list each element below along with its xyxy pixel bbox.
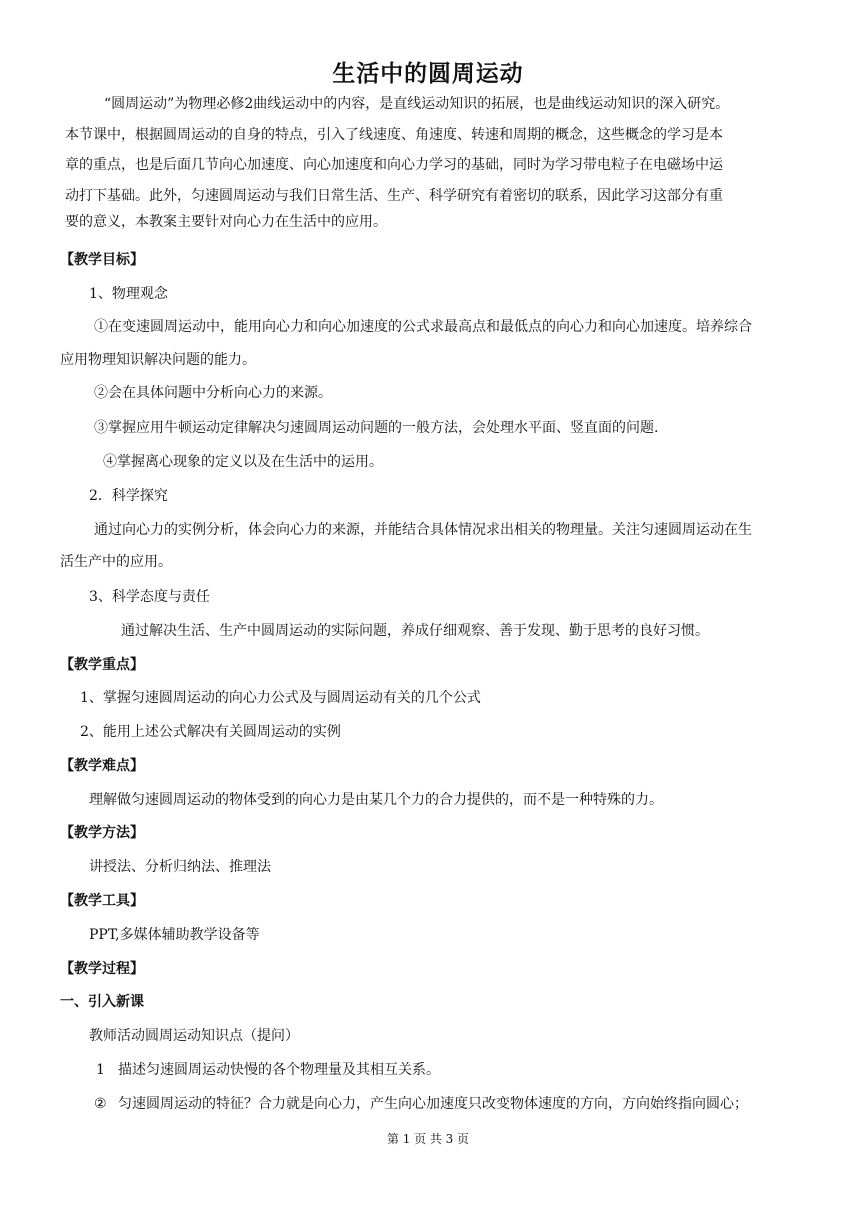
page-title: 生活中的圆周运动: [332, 61, 524, 87]
key-point-2: 2、能用上述公式解决有关圆周运动的实例: [80, 724, 341, 740]
goals-s1-item-2: ②会在具体问题中分析向心力的来源。: [94, 385, 332, 401]
goals-s1-item-4: ④掌握离心现象的定义以及在生活中的运用。: [103, 454, 383, 470]
methods-text: 讲授法、分析归纳法、推理法: [89, 859, 271, 875]
process-question-1: 描述匀速圆周运动快慢的各个物理量及其相互关系。: [118, 1062, 440, 1078]
process-subheading-intro: 一、引入新课: [60, 994, 144, 1010]
goals-s3-title: 3、科学态度与责任: [89, 589, 210, 605]
difficulty-text: 理解做匀速圆周运动的物体受到的向心力是由某几个力的合力提供的，而不是一种特殊的力。: [89, 792, 663, 808]
tools-text: PPT,多媒体辅助教学设备等: [89, 927, 260, 943]
page-footer: 第 1 页 共 3 页: [387, 1132, 469, 1146]
goals-s1-title: 1、物理观念: [89, 286, 168, 302]
process-question-1-number: 1: [96, 1062, 105, 1078]
intro-line-2: 本节课中，根据圆周运动的自身的特点，引入了线速度、角速度、转速和周期的概念，这些概念的学习是本: [65, 127, 723, 143]
goals-s2-title: 2．科学探究: [89, 488, 168, 504]
goals-s2-text-b: 活生产中的应用。: [60, 554, 172, 570]
goals-s2-text-a: 通过向心力的实例分析，体会向心力的来源，并能结合具体情况求出相关的物理量。关注匀速圆周运动在生: [94, 522, 752, 538]
intro-line-4: 动打下基础。此外，匀速圆周运动与我们日常生活、生产、科学研究有着密切的联系，因此学习这部分有重: [65, 188, 723, 204]
key-points-heading: 【教学重点】: [60, 657, 144, 673]
goals-s1-item-3: ③掌握应用牛顿运动定律解决匀速圆周运动问题的一般方法，会处理水平面、竖直面的问题.: [94, 420, 659, 436]
intro-line-5: 要的意义，本教案主要针对向心力在生活中的应用。: [65, 214, 387, 230]
process-activity: 教师活动圆周运动知识点（提问）: [89, 1028, 299, 1044]
difficulty-heading: 【教学难点】: [60, 758, 144, 774]
goals-s1-item-1b: 应用物理知识解决问题的能力。: [60, 352, 256, 368]
methods-heading: 【教学方法】: [60, 825, 144, 841]
goals-s3-text: 通过解决生活、生产中圆周运动的实际问题，养成仔细观察、善于发现、勤于思考的良好习惯。: [121, 623, 709, 639]
goals-heading: 【教学目标】: [60, 252, 144, 268]
goals-s1-item-1a: ①在变速圆周运动中，能用向心力和向心加速度的公式求最高点和最低点的向心力和向心加速度。培养综合: [94, 319, 752, 335]
process-question-2: 匀速圆周运动的特征？合力就是向心力，产生向心加速度只改变物体速度的方向，方向始终指向圆心；: [118, 1096, 748, 1112]
intro-line-3: 章的重点，也是后面几节向心加速度、向心加速度和向心力学习的基础，同时为学习带电粒子在电磁场中运: [65, 157, 723, 173]
key-point-1: 1、掌握匀速圆周运动的向心力公式及与圆周运动有关的几个公式: [80, 690, 481, 706]
process-heading: 【教学过程】: [60, 961, 144, 977]
process-question-2-number: ②: [94, 1096, 107, 1112]
tools-heading: 【教学工具】: [60, 893, 144, 909]
intro-line-1: “圆周运动”为物理必修2曲线运动中的内容，是直线运动知识的拓展，也是曲线运动知识的深入研究。: [104, 96, 730, 112]
